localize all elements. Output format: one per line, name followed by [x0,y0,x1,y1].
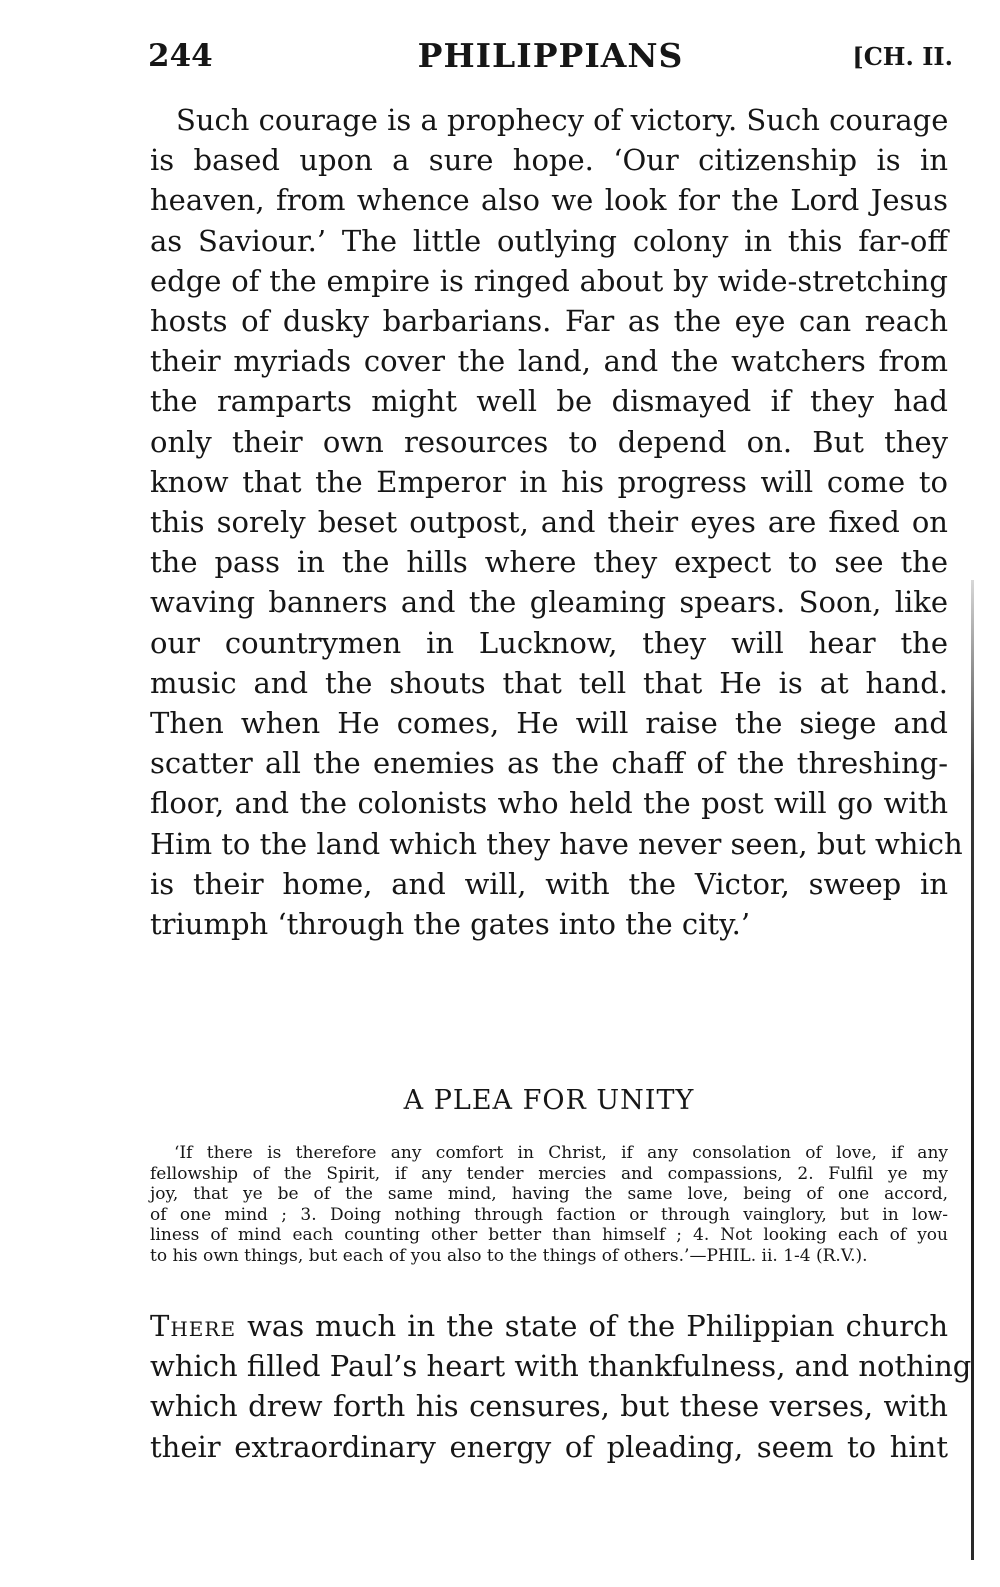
section-paragraph [150,1306,972,1467]
text-line: the ramparts might well be dismayed if they had [150,384,948,419]
text-line: heaven, from whence also we look for the Lord Jesus [150,183,948,218]
text-line: music and the shouts that tell that He is at hand. [150,665,948,700]
body-paragraph [150,100,963,944]
epigraph-line: fellowship of the Spirit, if any tender mercies and compassions, 2. Fulfil ye my [150,1163,948,1184]
text-line: scatter all the enemies as the chaff of the threshing- [150,746,948,781]
text-line: triumph ‘through the gates into the city.’ [150,907,751,942]
opening-word: There [150,1309,237,1343]
text-line: their myriads cover the land, and the watchers from [150,344,948,379]
running-title: PHILIPPIANS [417,36,684,75]
text-line: which drew forth his censures, but these verses, with [150,1389,948,1424]
running-head [148,38,953,82]
page-number: 244 [148,38,213,74]
text-line: only their own resources to depend on. But they [150,424,948,459]
text-line: is based upon a sure hope. ‘Our citizenship is in [150,143,948,178]
text-line: as Saviour.’ The little outlying colony in this far-off [150,223,948,258]
epigraph-line: of one mind ; 3. Doing nothing through faction or through vainglory, but in low- [150,1204,948,1225]
text-line: our countrymen in Lucknow, they will hear the [150,625,948,660]
text-line: Such courage is a prophecy of victory. Such courage [176,103,949,137]
text-line [150,1306,948,1346]
epigraph-line: joy, that ye be of the same mind, having the same love, being of one accord, [150,1184,948,1205]
epigraph-line: to his own things, but each of you also to the things of others.’—PHIL. ii. 1-4 (R.V.). [150,1245,868,1266]
text-line: Then when He comes, He will raise the siege and [150,706,948,741]
text-line: which filled Paul’s heart with thankfulness, and nothing [150,1349,972,1384]
opening-line-rest: was much in the state of the Philippian church [236,1309,948,1343]
section-title: A PLEA FOR UNITY [403,1085,695,1116]
text-line: edge of the empire is ringed about by wide-stretching [150,263,948,298]
text-line: this sorely beset outpost, and their eyes are fixed on [150,505,948,540]
text-line: hosts of dusky barbarians. Far as the eye can reach [150,304,948,339]
text-line: their extraordinary energy of pleading, seem to hint [150,1429,948,1464]
text-line: know that the Emperor in his progress will come to [150,464,948,499]
epigraph-line: liness of mind each counting other better than himself ; 4. Not looking each of you [150,1225,948,1246]
page-edge-shadow [971,580,974,1560]
chapter-reference: [CH. II. [852,42,953,71]
text-line: the pass in the hills where they expect to see the [150,545,948,580]
epigraph-line: ‘If there is therefore any comfort in Christ, if any consolation of love, if any [174,1143,948,1163]
scripture-epigraph [150,1143,948,1267]
text-line: floor, and the colonists who held the post will go with [150,786,948,821]
text-line: Him to the land which they have never seen, but which [150,826,963,861]
text-line: waving banners and the gleaming spears. Soon, like [150,585,948,620]
text-line: is their home, and will, with the Victor, sweep in [150,866,948,901]
